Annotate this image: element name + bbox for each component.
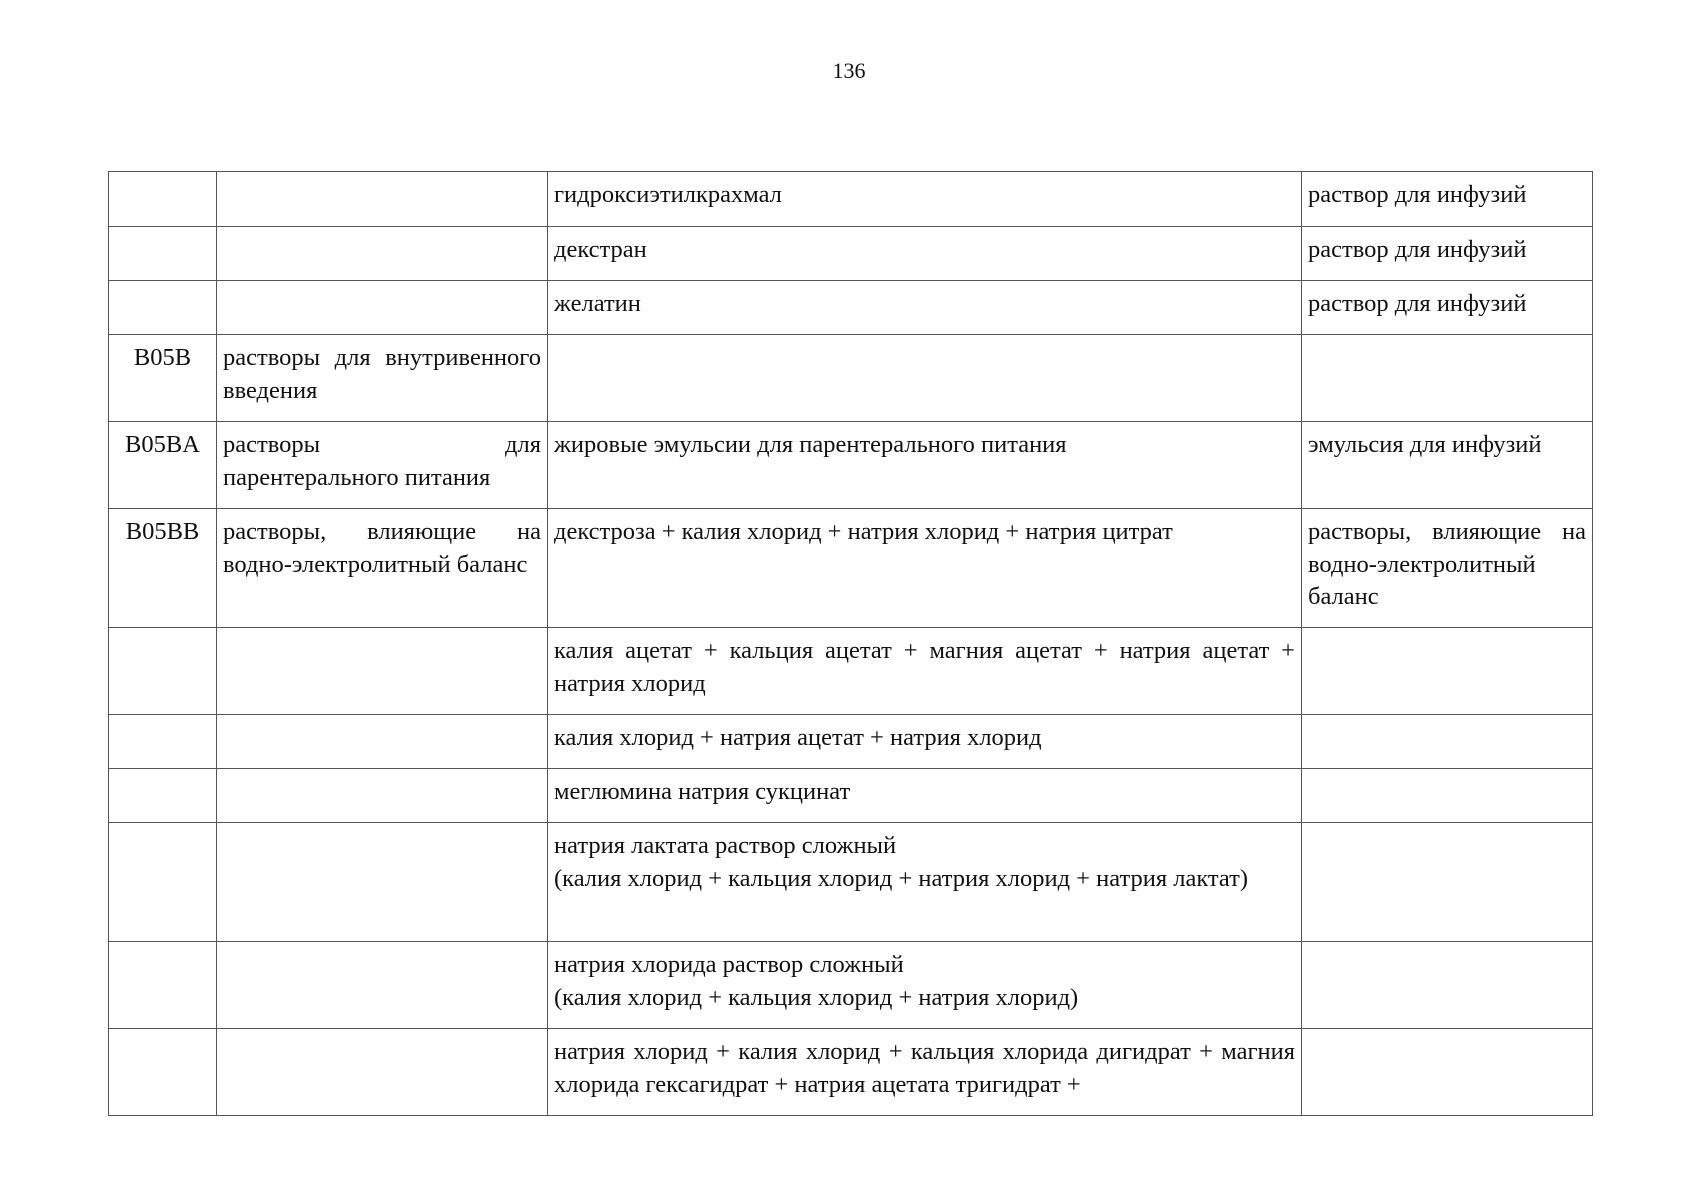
group-name-cell [217, 769, 548, 823]
table-row [109, 942, 1593, 1029]
table-row [109, 172, 1593, 227]
table-row [109, 715, 1593, 769]
substance-composition: (калия хлорид + кальция хлорид + натрия хлорид + натрия лактат) [554, 864, 1249, 892]
table-row [109, 281, 1593, 335]
atc-code-cell [109, 715, 217, 769]
substance-cell [548, 942, 1302, 1029]
atc-code-cell [109, 1029, 217, 1116]
substance-cell: декстран [548, 227, 1302, 281]
group-name-cell [217, 281, 548, 335]
substance-cell: меглюмина натрия сукцинат [548, 769, 1302, 823]
atc-drug-table [108, 171, 1593, 1116]
substance-cell: гидроксиэтилкрахмал [548, 172, 1302, 227]
atc-code-cell [109, 172, 217, 227]
group-name-cell [217, 823, 548, 942]
page-number: 136 [832, 58, 866, 83]
atc-code-cell [109, 823, 217, 942]
dosage-form-cell [1302, 715, 1593, 769]
atc-code-cell [109, 769, 217, 823]
atc-code-cell: B05BB [109, 509, 217, 628]
table-row [109, 227, 1593, 281]
group-name-cell [217, 942, 548, 1029]
group-name-cell: растворы для внутривенного введения [217, 335, 548, 422]
substance-cell: жировые эмульсии для парентерального питания [548, 422, 1302, 509]
group-name-cell [217, 715, 548, 769]
group-name-cell: растворы для парентерального питания [217, 422, 548, 509]
group-name-cell [217, 227, 548, 281]
group-name-cell [217, 1029, 548, 1116]
table-row [109, 628, 1593, 715]
substance-cell [548, 335, 1302, 422]
table-row [109, 335, 1593, 422]
substance-composition: (калия хлорид + кальция хлорид + натрия хлорид) [554, 983, 1079, 1011]
dosage-form-cell: раствор для инфузий [1302, 227, 1593, 281]
substance-cell: натрия хлорид + калия хлорид + кальция хлорида дигидрат + магния хлорида гексагидрат + натрия ацетата тригидрат + [548, 1029, 1302, 1116]
group-name-cell: растворы, влияющие на водно-электролитный баланс [217, 509, 548, 628]
table-row [109, 422, 1593, 509]
dosage-form-cell: раствор для инфузий [1302, 172, 1593, 227]
atc-code-cell: B05B [109, 335, 217, 422]
dosage-form-cell: раствор для инфузий [1302, 281, 1593, 335]
dosage-form-cell [1302, 335, 1593, 422]
table-row [109, 1029, 1593, 1116]
atc-code-cell [109, 281, 217, 335]
table-row [109, 769, 1593, 823]
dosage-form-cell: растворы, влияющие на водно-электролитный баланс [1302, 509, 1593, 628]
dosage-form-cell [1302, 628, 1593, 715]
dosage-form-cell [1302, 942, 1593, 1029]
substance-cell: декстроза + калия хлорид + натрия хлорид + натрия цитрат [548, 509, 1302, 628]
atc-code-cell [109, 942, 217, 1029]
substance-cell [548, 823, 1302, 942]
dosage-form-cell [1302, 823, 1593, 942]
substance-cell: желатин [548, 281, 1302, 335]
group-name-cell [217, 628, 548, 715]
dosage-form-cell: эмульсия для инфузий [1302, 422, 1593, 509]
substance-cell: калия ацетат + кальция ацетат + магния ацетат + натрия ацетат + натрия хлорид [548, 628, 1302, 715]
group-name-cell [217, 172, 548, 227]
dosage-form-cell [1302, 1029, 1593, 1116]
table-row [109, 509, 1593, 628]
atc-code-cell: B05BA [109, 422, 217, 509]
substance-name: натрия хлорида раствор сложный [554, 951, 904, 978]
substance-name: натрия лактата раствор сложный [554, 832, 897, 859]
substance-cell: калия хлорид + натрия ацетат + натрия хлорид [548, 715, 1302, 769]
table-row [109, 823, 1593, 942]
atc-code-cell [109, 628, 217, 715]
atc-code-cell [109, 227, 217, 281]
dosage-form-cell [1302, 769, 1593, 823]
